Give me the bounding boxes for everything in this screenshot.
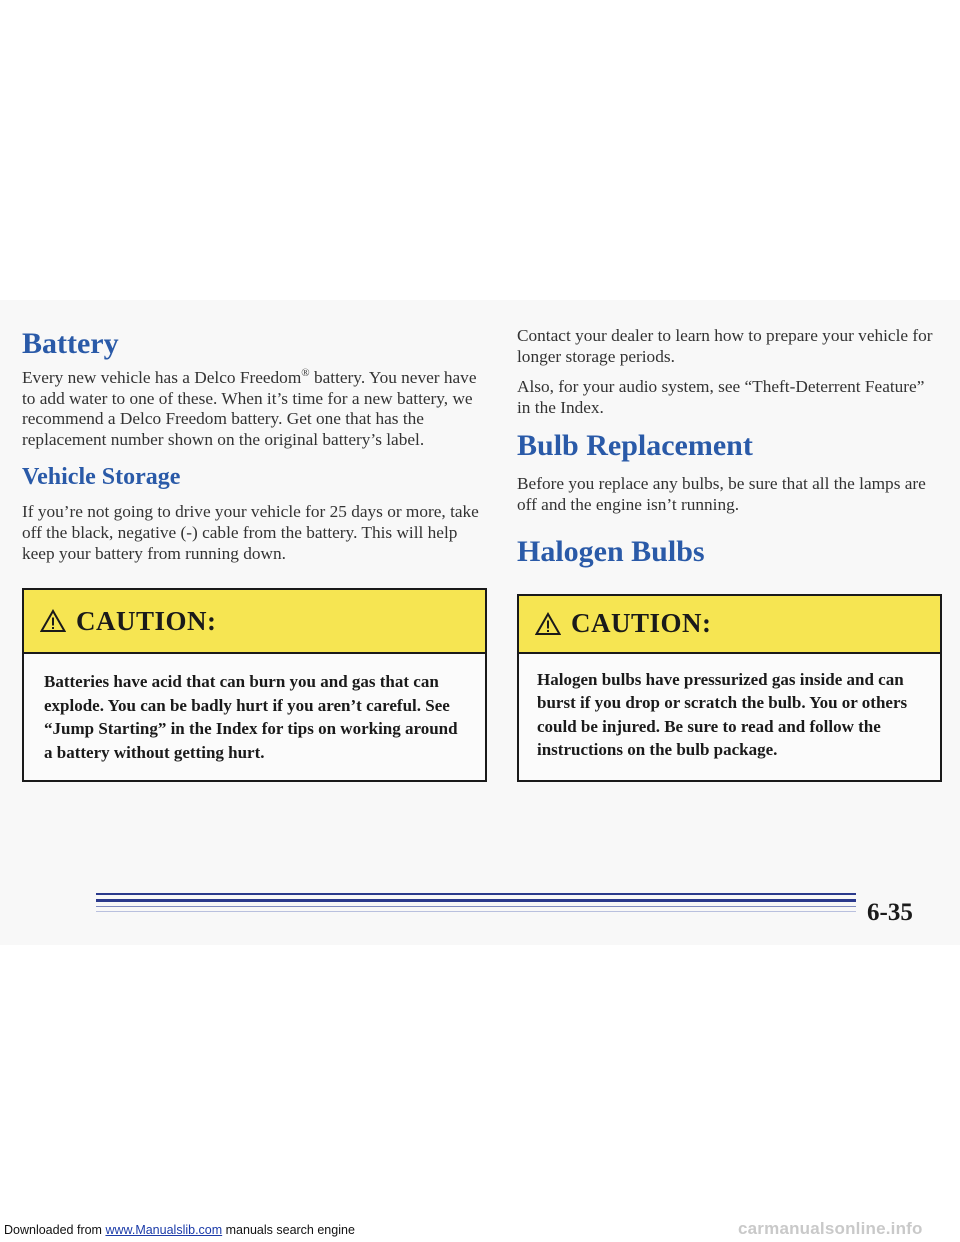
registered-mark: ® bbox=[301, 367, 310, 380]
vehicle-storage-heading: Vehicle Storage bbox=[22, 464, 181, 491]
warning-triangle-icon bbox=[535, 612, 561, 636]
caution-header bbox=[24, 590, 485, 654]
dealer-paragraph: Contact your dealer to learn how to prepare your vehicle for longer storage periods. bbox=[517, 326, 933, 366]
left-column bbox=[22, 326, 487, 782]
caution-text: Batteries have acid that can burn you and gas that can explode. You can be badly hurt if you aren’t careful. See “Jump Starting” in the Index for tips on working around a battery without getting hurt. bbox=[44, 672, 458, 762]
download-footer: Downloaded from www.Manualslib.com manuals search engine bbox=[4, 1223, 355, 1237]
vehicle-storage-paragraph: If you’re not going to drive your vehicle for 25 days or more, take off the black, negative (-) cable from the battery. This will help keep your battery from running down. bbox=[22, 502, 479, 563]
manualslib-link[interactable]: www.Manualslib.com bbox=[105, 1223, 223, 1237]
right-column bbox=[517, 326, 942, 782]
watermark: carmanualsonline.info bbox=[738, 1219, 923, 1238]
battery-paragraph: Every new vehicle has a Delco Freedom® battery. You never have to add water to one of these. When it’s time for a new battery, we recommend a Delco Freedom battery. Get one that has the replacement number shown on the original battery’s label. bbox=[22, 367, 477, 449]
audio-paragraph: Also, for your audio system, see “Theft-Deterrent Feature” in the Index. bbox=[517, 377, 925, 417]
bulb-replacement-paragraph: Before you replace any bulbs, be sure that all the lamps are off and the engine isn’t running. bbox=[517, 474, 926, 514]
page-number: 6-35 bbox=[867, 899, 913, 926]
caution-label: CAUTION: bbox=[76, 605, 217, 636]
caution-text: Halogen bulbs have pressurized gas inside and can burst if you drop or scratch the bulb. You or others could be injured. Be sure to read and follow the instructions on the bulb package. bbox=[537, 669, 908, 760]
battery-heading: Battery bbox=[22, 327, 119, 360]
bulb-replacement-heading: Bulb Replacement bbox=[517, 429, 753, 463]
halogen-bulbs-heading: Halogen Bulbs bbox=[517, 534, 705, 568]
warning-triangle-icon bbox=[40, 609, 66, 633]
caution-label: CAUTION: bbox=[571, 608, 712, 639]
halogen-caution-box bbox=[517, 594, 942, 782]
caution-header bbox=[519, 596, 940, 654]
footer-rule bbox=[96, 893, 856, 923]
battery-caution-box bbox=[22, 588, 487, 782]
